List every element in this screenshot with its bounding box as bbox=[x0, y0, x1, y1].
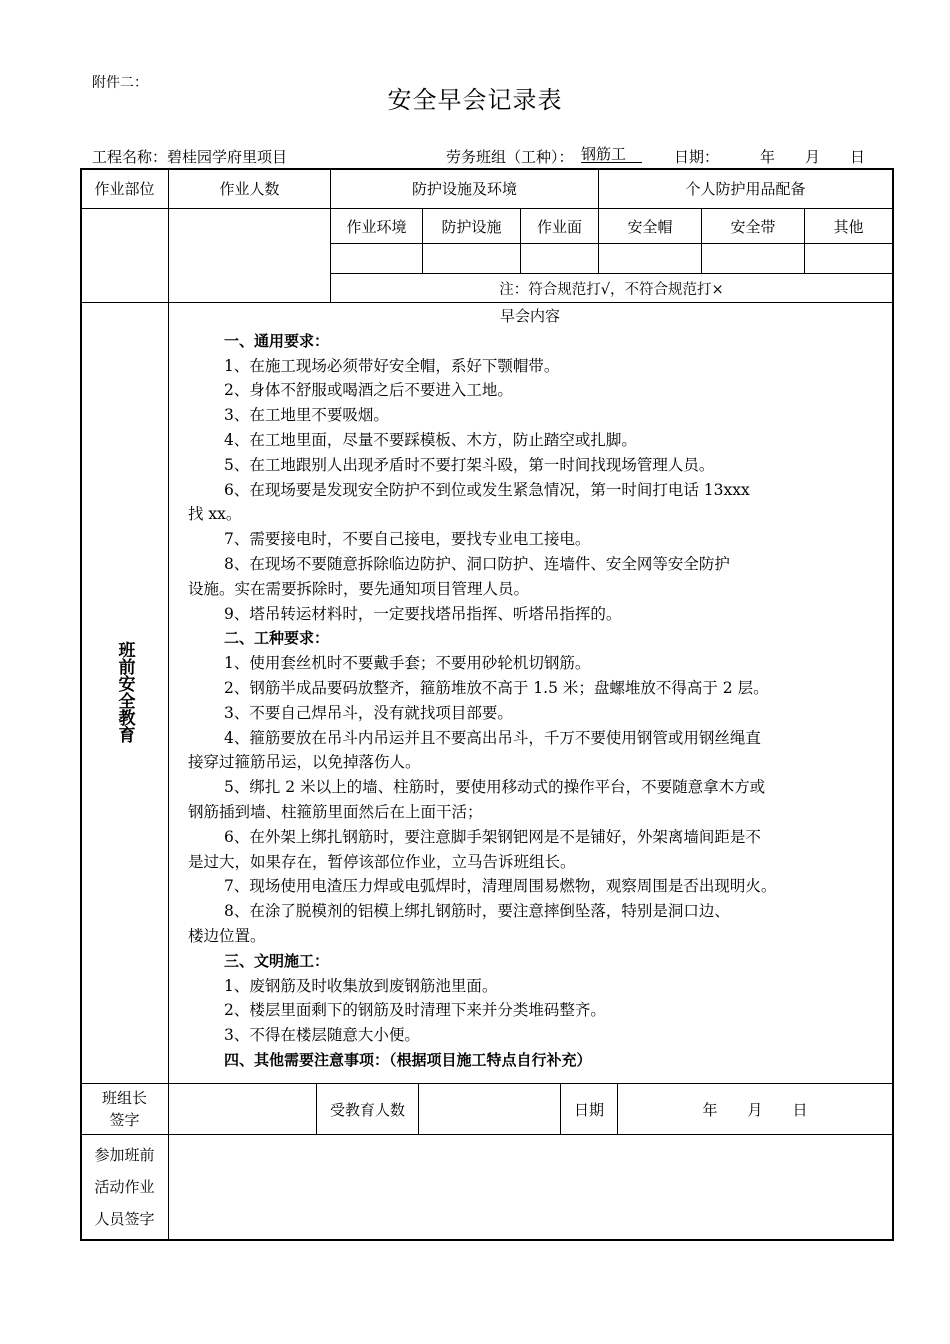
content-title: 早会内容 bbox=[499, 307, 560, 325]
leader-signature-line2: 签字 bbox=[109, 1111, 140, 1129]
content-line: 5、在工地跟别人出现矛盾时不要打架斗殴，第一时间找现场管理人员。 bbox=[224, 455, 715, 474]
meeting-content bbox=[170, 304, 890, 1073]
participants-line2: 活动作业 bbox=[94, 1178, 155, 1196]
content-line: 3、在工地里不要吸烟。 bbox=[224, 406, 389, 425]
participants-line1: 参加班前 bbox=[94, 1146, 155, 1164]
content-line: 钢筋插到墙、柱箍筋里面然后在上面干活； bbox=[188, 802, 483, 821]
content-section-heading: 四、其他需要注意事项：（根据项目施工特点自行补充） bbox=[224, 1050, 592, 1069]
content-line: 2、楼层里面剩下的钢筋及时清理下来并分类堆码整齐。 bbox=[224, 1001, 606, 1020]
content-line: 是过大，如果存在，暂停该部位作业，立马告诉班组长。 bbox=[188, 852, 576, 871]
attachment-label: 附件二： bbox=[92, 75, 148, 91]
subheader-environment: 作业环境 bbox=[346, 217, 407, 236]
content-line: 8、在现场不要随意拆除临边防护、洞口防护、连墙件、安全网等安全防护 bbox=[224, 554, 730, 573]
content-lines bbox=[170, 329, 890, 1073]
content-line: 1、在施工现场必须带好安全帽，系好下颚帽带。 bbox=[224, 356, 560, 375]
header-date-label: 日期： bbox=[674, 148, 720, 166]
leader-signature-label bbox=[81, 1084, 168, 1134]
signature-date-label: 日期 bbox=[573, 1100, 604, 1119]
subheader-other: 其他 bbox=[833, 217, 864, 236]
content-section-heading: 二、工种要求： bbox=[224, 629, 330, 648]
header-location: 作业部位 bbox=[94, 180, 155, 198]
section-label bbox=[82, 302, 168, 1082]
team-value: 钢筋工 bbox=[581, 146, 642, 163]
content-line: 6、在现场要是发现安全防护不到位或发生紧急情况，第一时间打电话 13xxx bbox=[224, 480, 750, 499]
content-line: 接穿过箍筋吊运，以免掉落伤人。 bbox=[188, 753, 421, 772]
content-line: 4、箍筋要放在吊斗内吊运并且不要高出吊斗，千万不要使用钢管或用钢丝绳直 bbox=[224, 728, 761, 747]
col-line bbox=[168, 169, 169, 1239]
subheader-safety-belt: 安全带 bbox=[730, 217, 776, 236]
content-section-heading: 一、通用要求： bbox=[224, 331, 330, 350]
content-line: 7、现场使用电渣压力焊或电弧焊时，清理周围易燃物，观察周围是否出现明火。 bbox=[224, 877, 777, 896]
participants-signature-label bbox=[81, 1135, 168, 1239]
content-line: 1、废钢筋及时收集放到废钢筋池里面。 bbox=[224, 976, 498, 995]
row-line bbox=[330, 243, 893, 244]
trainee-count-label: 受教育人数 bbox=[329, 1100, 405, 1119]
signature-date-value: 年 月 日 bbox=[702, 1100, 808, 1119]
header-facilities: 防护设施及环境 bbox=[411, 180, 517, 198]
content-line: 1、使用套丝机时不要戴手套；不要用砂轮机切钢筋。 bbox=[224, 654, 591, 673]
project-name: 工程名称：碧桂园学府里项目 bbox=[92, 148, 288, 166]
subheader-protection: 防护设施 bbox=[441, 217, 502, 236]
leader-signature-line1: 班组长 bbox=[101, 1089, 147, 1107]
section-label-text: 班前安全教育 bbox=[114, 641, 135, 743]
team-label: 劳务班组（工种）： bbox=[446, 148, 574, 166]
form-title: 安全早会记录表 bbox=[387, 86, 563, 114]
content-line: 7、需要接电时，不要自己接电，要找专业电工接电。 bbox=[224, 530, 591, 549]
content-line: 2、钢筋半成品要码放整齐，箍筋堆放不高于 1.5 米；盘螺堆放不得高于 2 层。 bbox=[224, 678, 769, 697]
subheader-work-surface: 作业面 bbox=[536, 217, 582, 236]
row-line bbox=[81, 1134, 893, 1135]
col-line bbox=[418, 1083, 419, 1134]
compliance-note: 注：符合规范打√，不符合规范打× bbox=[499, 281, 724, 298]
content-line: 3、不要自己焊吊斗，没有就找项目部要。 bbox=[224, 703, 513, 722]
content-line: 楼边位置。 bbox=[188, 926, 266, 945]
header-headcount: 作业人数 bbox=[219, 180, 280, 198]
content-line: 3、不得在楼层随意大小便。 bbox=[224, 1026, 420, 1045]
table-border-bottom bbox=[80, 1239, 894, 1241]
content-line: 4、在工地里面，尽量不要踩模板、木方，防止踏空或扎脚。 bbox=[224, 430, 637, 449]
content-line: 5、绑扎 2 米以上的墙、柱筋时，要使用移动式的操作平台，不要随意拿木方或 bbox=[224, 778, 766, 797]
row-line bbox=[81, 302, 893, 303]
table-border-right bbox=[892, 168, 894, 1241]
content-line: 9、塔吊转运材料时，一定要找塔吊指挥、听塔吊指挥的。 bbox=[224, 604, 622, 623]
participants-line3: 人员签字 bbox=[94, 1210, 155, 1228]
content-line: 2、身体不舒服或喝酒之后不要进入工地。 bbox=[224, 381, 513, 400]
header-date-value: 年 月 日 bbox=[760, 148, 866, 166]
subheader-helmet: 安全帽 bbox=[627, 217, 673, 236]
content-line: 8、在涂了脱模剂的铝模上绑扎钢筋时，要注意摔倒坠落，特别是洞口边、 bbox=[224, 902, 730, 921]
content-line: 设施。实在需要拆除时，要先通知项目管理人员。 bbox=[188, 579, 530, 598]
header-ppe: 个人防护用品配备 bbox=[685, 180, 806, 198]
content-line: 6、在外架上绑扎钢筋时，要注意脚手架钢钯网是不是铺好，外架离墙间距是不 bbox=[224, 827, 761, 846]
content-line: 找 xx。 bbox=[188, 505, 242, 524]
content-section-heading: 三、文明施工： bbox=[224, 951, 330, 970]
